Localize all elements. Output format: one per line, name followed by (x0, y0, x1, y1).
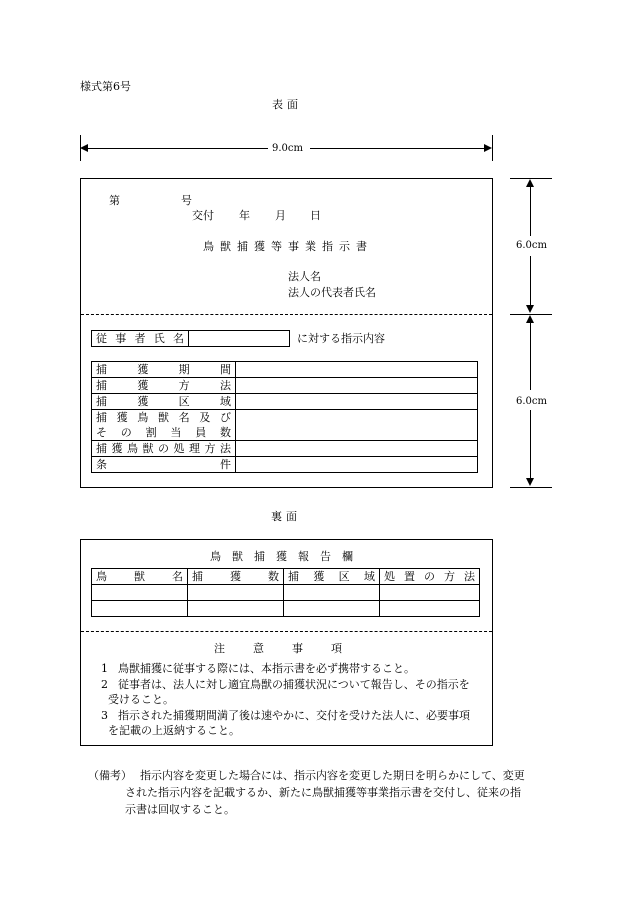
issue-year: 年 (239, 209, 250, 222)
row-value[interactable] (236, 441, 478, 457)
row-value[interactable] (236, 362, 478, 378)
instruction-table (91, 361, 478, 473)
corp-rep-label: 法人の代表者氏名 (288, 286, 376, 299)
row-value[interactable] (236, 410, 478, 441)
remarks-label: （備考） (88, 769, 132, 782)
height-bottom-value: 6.0cm (516, 396, 547, 407)
column-header: 鳥獣名 (96, 570, 183, 583)
table-row (92, 410, 478, 441)
table-header-row (92, 569, 480, 585)
column-header: 捕獲数 (192, 570, 279, 583)
back-label: 裏面 (271, 510, 301, 523)
corp-name-label: 法人名 (288, 270, 321, 283)
note-number: 2 (101, 678, 108, 691)
remarks-text: 指示内容を変更した場合には、指示内容を変更した期日を明らかにして、変更 (140, 769, 525, 782)
row-value[interactable] (236, 394, 478, 410)
row-label: 捕獲鳥獣の処理方法 (96, 442, 231, 455)
note-number: 1 (101, 662, 108, 675)
front-label: 表面 (272, 98, 302, 111)
table-cell[interactable] (92, 585, 188, 601)
back-divider (81, 631, 492, 632)
note-text: を記載の上返納すること。 (108, 724, 240, 737)
note-text: 指示された捕獲期間満了後は速やかに、交付を受けた法人に、必要事項 (118, 709, 470, 722)
remarks-text: 示書は回収すること。 (125, 803, 235, 816)
worker-name-field[interactable] (189, 331, 290, 347)
row-label: 捕獲鳥獣名及び (96, 411, 231, 424)
table-cell[interactable] (284, 585, 380, 601)
note-text: 従事者は、法人に対し適宜鳥獣の捕獲状況について報告し、その指示を (118, 678, 470, 691)
table-cell[interactable] (380, 585, 480, 601)
document-title: 鳥獣捕獲等事業指示書 (203, 240, 373, 253)
table-row (92, 362, 478, 378)
worker-name-label: 従事者氏名 (96, 332, 184, 345)
table-row (92, 457, 478, 473)
arrow-up-icon (526, 179, 534, 187)
issue-month: 月 (275, 209, 286, 222)
note-text: 受けること。 (108, 693, 174, 706)
table-row (92, 394, 478, 410)
issue-label: 交付 (192, 209, 214, 222)
row-value[interactable] (236, 457, 478, 473)
arrow-left-icon (80, 144, 88, 152)
table-row (92, 441, 478, 457)
table-row (92, 585, 480, 601)
note-text: 鳥獣捕獲に従事する際には、本指示書を必ず携帯すること。 (118, 662, 415, 675)
arrow-up-icon (526, 315, 534, 323)
table-cell[interactable] (380, 601, 480, 617)
number-suffix: 号 (181, 194, 192, 207)
front-divider (81, 314, 492, 315)
column-header: 捕獲区域 (288, 570, 375, 583)
row-value[interactable] (236, 378, 478, 394)
table-cell[interactable] (92, 601, 188, 617)
arrow-right-icon (484, 144, 492, 152)
form-number: 様式第6号 (80, 80, 131, 93)
worker-name-label-cell (92, 331, 189, 347)
table-cell[interactable] (188, 585, 284, 601)
table-cell[interactable] (284, 601, 380, 617)
table-row (92, 378, 478, 394)
notes-title: 注意事項 (214, 642, 370, 655)
report-title: 鳥獣捕獲報告欄 (210, 550, 364, 563)
table-cell[interactable] (188, 601, 284, 617)
report-table (91, 568, 480, 617)
number-label: 第 (109, 194, 120, 207)
instruction-label: に対する指示内容 (297, 332, 385, 345)
remarks-text: された指示内容を記載するか、新たに鳥獣捕獲等事業指示書を交付し、従来の指 (125, 786, 521, 799)
column-header: 処置の方法 (384, 570, 475, 583)
row-label: 条件 (96, 458, 231, 471)
row-label: 捕獲区域 (96, 395, 231, 408)
row-label: その割当員数 (96, 426, 231, 439)
table-row (92, 601, 480, 617)
worker-name-table (91, 330, 290, 347)
row-label: 捕獲方法 (96, 379, 231, 392)
note-number: 3 (101, 709, 108, 722)
row-label: 捕獲期間 (96, 363, 231, 376)
arrow-down-icon (526, 478, 534, 486)
width-value: 9.0cm (272, 143, 303, 154)
issue-day: 日 (310, 209, 321, 222)
height-top-value: 6.0cm (516, 240, 547, 251)
arrow-down-icon (526, 305, 534, 313)
